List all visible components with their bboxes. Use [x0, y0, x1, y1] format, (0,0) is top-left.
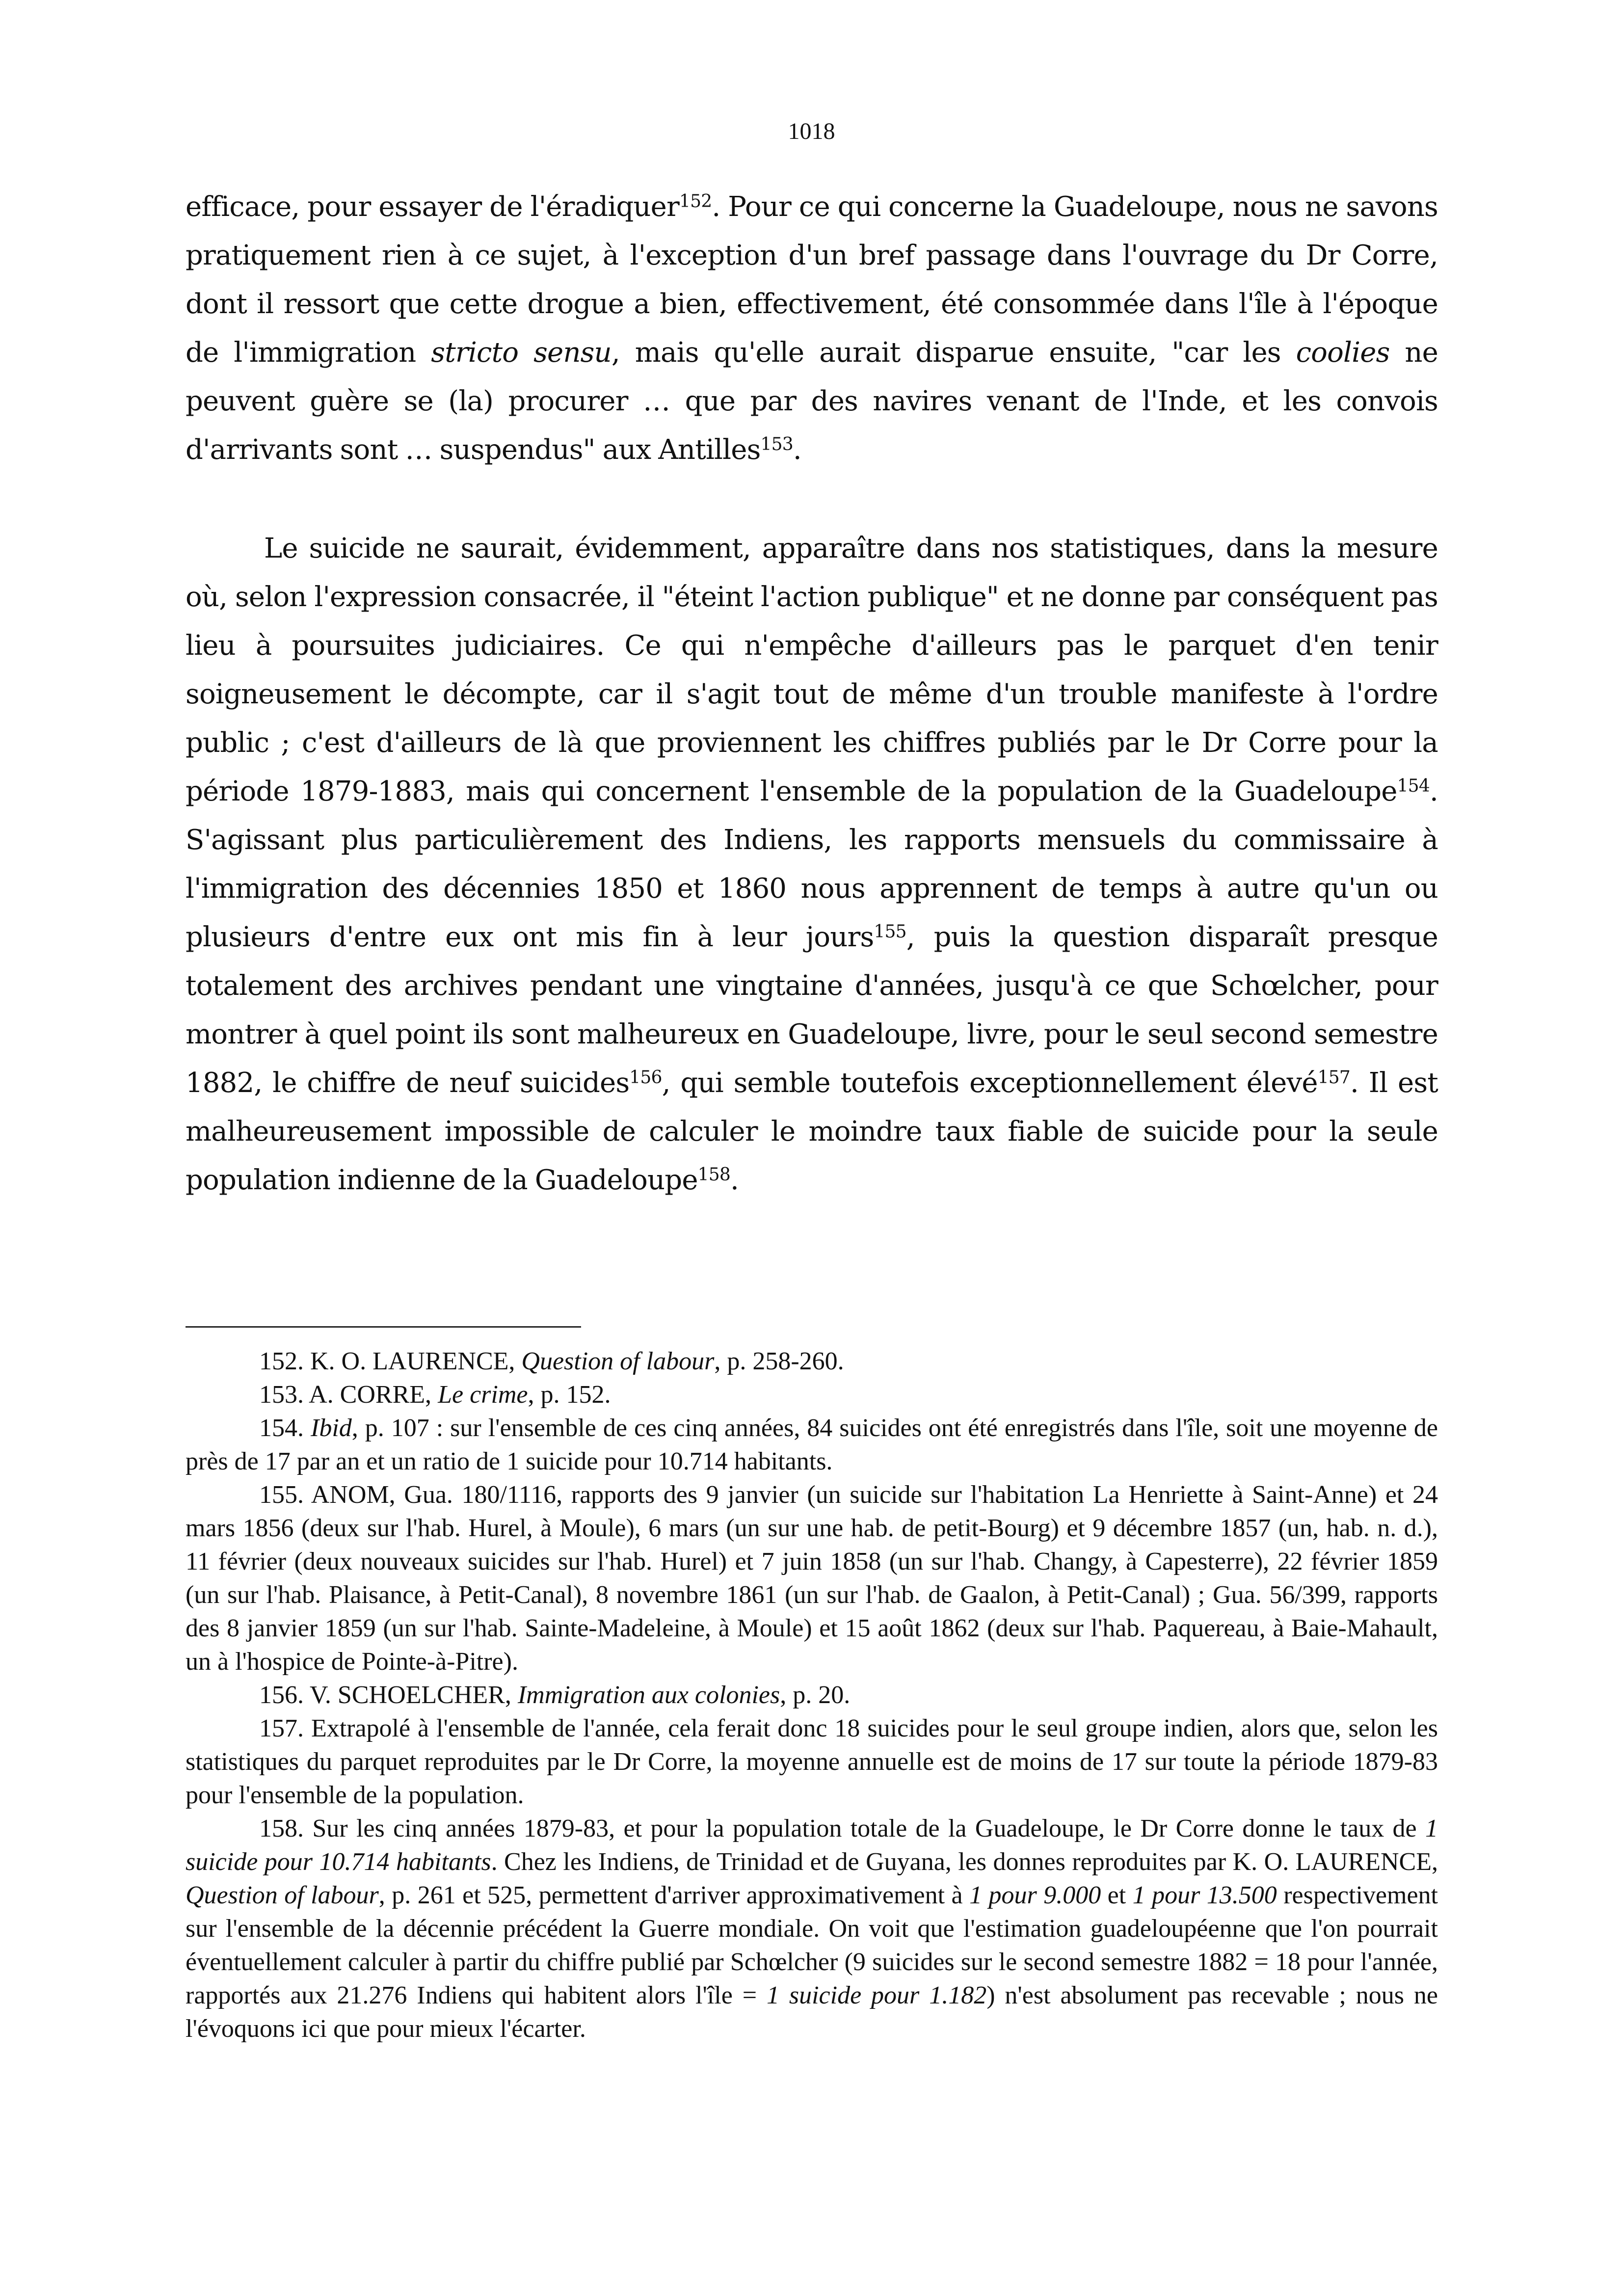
footnote-text: 153. A. CORRE, — [259, 1381, 438, 1409]
footnote-text: 152. K. O. LAURENCE, — [259, 1347, 522, 1375]
footnote-ref-153[interactable]: 153 — [760, 434, 793, 454]
footnote-152 — [186, 1345, 1438, 1378]
footnote-156 — [186, 1679, 1438, 1712]
text-run: . Il est malheureusement impossible de calculer le moindre taux fiable de suicide pour la seule population indienne de la Guadeloupe — [186, 1067, 1438, 1196]
footnote-italic: 1 pour 9.000 — [969, 1881, 1101, 1909]
text-run: , puis la question disparaît presque totalement des archives pendant une vingtaine d'années, jusqu'à ce que Schœlcher, pour montrer à quel point ils sont malheureux en Guadeloupe, livre, pour le seul second semestre 1882, le chiffre de neuf suicides — [186, 921, 1438, 1099]
footnote-italic: Immigration aux colonies — [517, 1681, 780, 1709]
footnote-ref-156[interactable]: 156 — [629, 1068, 662, 1088]
footnote-155 — [186, 1478, 1438, 1679]
text-run: . — [793, 434, 801, 466]
footnote-italic: Question of labour — [521, 1347, 715, 1375]
footnotes — [186, 1345, 1438, 2046]
footnote-text: , p. 107 : sur l'ensemble de ces cinq années, 84 suicides ont été enregistrés dans l'île, soit une moyenne de près de 17 par an et un ratio de 1 suicide pour 10.714 habitants. — [186, 1414, 1438, 1475]
footnote-italic: Question of labour — [186, 1881, 379, 1909]
footnote-text: et — [1101, 1881, 1133, 1909]
footnote-text: 156. V. SCHOELCHER, — [259, 1681, 518, 1709]
footnote-italic: Ibid — [311, 1414, 352, 1442]
footnote-ref-155[interactable]: 155 — [874, 922, 906, 942]
footnote-text: , p. 20. — [780, 1681, 851, 1709]
footnote-text: ) n'est absolument pas recevable ; nous ne l'évoquons ici que pour mieux l'écarter. — [186, 1981, 1438, 2043]
footnote-154 — [186, 1412, 1438, 1478]
footnote-text: 157. Extrapolé à l'ensemble de l'année, cela ferait donc 18 suicides pour le seul groupe indien, alors que, selon les statistiques du parquet reproduites par le Dr Corre, la moyenne annuelle est de moins de 17 sur toute la période 1879-83 pour l'ensemble de la population. — [186, 1714, 1438, 1809]
body-paragraph-1 — [186, 183, 1438, 474]
text-run: . — [730, 1164, 739, 1196]
footnote-text: respectivement sur l'ensemble de la décennie précédent la Guerre mondiale. On voit que l'estimation guadeloupéenne que l'on pourrait éventuellement calculer à partir du chiffre publié par Schœlcher (9 suicides sur le second semestre 1882 = 18 pour l'année, rapportés aux 21.276 Indiens qui habitent alors l'île = — [186, 1881, 1438, 2009]
footnote-ref-154[interactable]: 154 — [1397, 776, 1430, 796]
text-run: . S'agissant plus particulièrement des Indiens, les rapports mensuels du commissaire à l'immigration des décennies 1850 et 1860 nous apprennent de temps à autre qu'un ou plusieurs d'entre eux ont mis fin à leur jours — [186, 775, 1438, 953]
paragraph-text — [186, 183, 1438, 474]
text-run: efficace, pour essayer de l'éradiquer — [186, 191, 679, 223]
italic-term: stricto sensu — [431, 337, 612, 369]
footnote-text: , p. 261 et 525, permettent d'arriver approximativement à — [378, 1881, 970, 1909]
footnote-158 — [186, 1812, 1438, 2046]
footnote-separator — [186, 1326, 581, 1328]
text-run: , qui semble toutefois exceptionnellement élevé — [662, 1067, 1318, 1099]
footnote-italic: 1 pour 13.500 — [1132, 1881, 1277, 1909]
text-run: . Pour ce qui concerne la Guadeloupe, nous ne savons pratiquement rien à ce sujet, à l'exception d'un bref passage dans l'ouvrage du Dr Corre, dont il ressort que cette drogue a bien, effectivement, été consommée dans l'île à l'époque de l'immigration — [186, 191, 1438, 369]
paragraph-text — [186, 524, 1438, 1204]
footnote-ref-158[interactable]: 158 — [697, 1165, 730, 1185]
footnote-italic: 1 suicide pour 10.714 habitants — [186, 1815, 1438, 1876]
footnote-text: , p. 152. — [528, 1381, 611, 1409]
footnote-text: 158. Sur les cinq années 1879-83, et pour la population totale de la Guadeloupe, le Dr Corre donne le taux de — [259, 1815, 1425, 1842]
text-run: , mais qu'elle aurait disparue ensuite, "car les — [611, 337, 1296, 369]
text-run: Le suicide ne saurait, évidemment, apparaître dans nos statistiques, dans la mesure où, selon l'expression consacrée, il "éteint l'action publique" et ne donne par conséquent pas lieu à poursuites judiciaires. Ce qui n'empêche d'ailleurs pas le parquet d'en tenir soigneusement le décompte, car il s'agit tout de même d'un trouble manifeste à l'ordre public ; c'est d'ailleurs de là que proviennent les chiffres publiés par le Dr Corre pour la période 1879-1883, mais qui concernent l'ensemble de la population de la Guadeloupe — [186, 533, 1438, 807]
body-paragraph-2 — [186, 524, 1438, 1204]
footnote-italic: 1 suicide pour 1.182 — [766, 1981, 987, 2009]
footnote-text: 155. ANOM, Gua. 180/1116, rapports des 9 janvier (un suicide sur l'habitation La Henriette à Saint-Anne) et 24 mars 1856 (deux sur l'hab. Hurel, à Moule), 6 mars (un sur une hab. de petit-Bourg) et 9 décembre 1857 (un, hab. n. d.), 11 février (deux nouveaux suicides sur l'hab. Hurel) et 7 juin 1858 (un sur l'hab. Changy, à Capesterre), 22 février 1859 (un sur l'hab. Plaisance, à Petit-Canal), 8 novembre 1861 (un sur l'hab. de Gaalon, à Petit-Canal) ; Gua. 56/399, rapports des 8 janvier 1859 (un sur l'hab. Sainte-Madeleine, à Moule) et 15 août 1862 (deux sur l'hab. Paquereau, à Baie-Mahault, un à l'hospice de Pointe-à-Pitre). — [186, 1481, 1438, 1676]
text-run: ne peuvent guère se (la) procurer … que par des navires venant de l'Inde, et les convois d'arrivants sont … suspendus" aux Antilles — [186, 337, 1438, 466]
footnote-ref-152[interactable]: 152 — [679, 191, 712, 212]
footnote-text: . Chez les Indiens, de Trinidad et de Guyana, les donnes reproduites par K. O. LAURENCE, — [491, 1848, 1438, 1876]
footnote-text: 154. — [259, 1414, 311, 1442]
page-number: 1018 — [788, 118, 835, 144]
footnote-text: , p. 258-260. — [714, 1347, 844, 1375]
footnote-ref-157[interactable]: 157 — [1317, 1068, 1351, 1088]
footnote-italic: Le crime — [438, 1381, 528, 1409]
footnote-157 — [186, 1712, 1438, 1812]
footnote-153 — [186, 1378, 1438, 1412]
italic-term: coolies — [1296, 337, 1390, 369]
